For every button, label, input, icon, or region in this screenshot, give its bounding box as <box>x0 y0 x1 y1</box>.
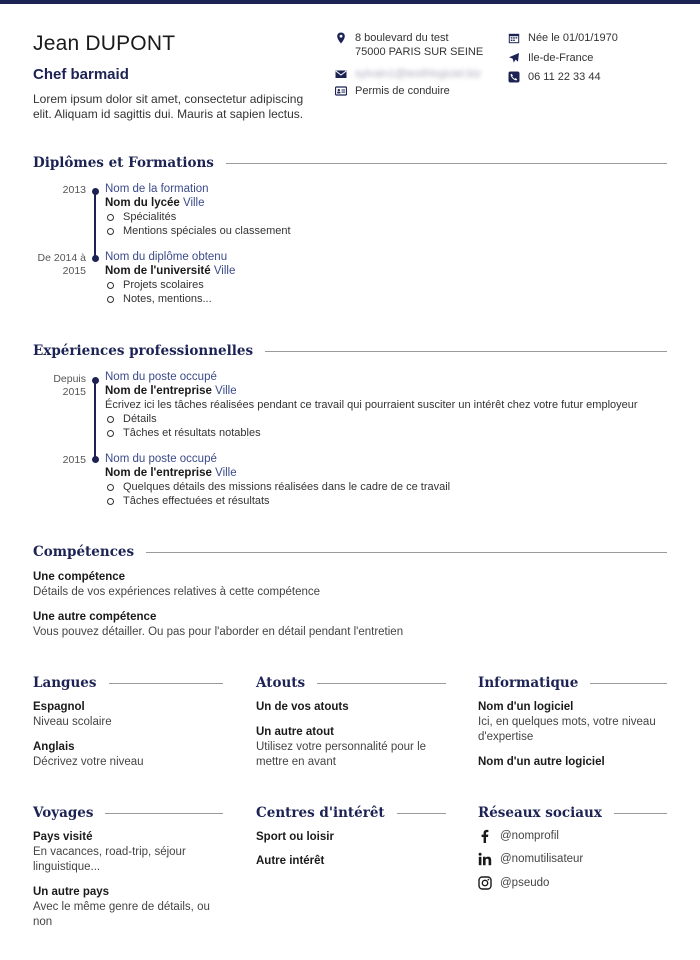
instagram-icon <box>478 876 492 890</box>
phone <box>508 70 678 84</box>
section-computing <box>478 675 667 691</box>
entry-bullets <box>105 480 675 508</box>
social-instagram[interactable] <box>478 876 549 890</box>
list-item: Mentions spéciales ou classement <box>105 224 675 238</box>
calendar-icon <box>508 32 520 44</box>
education-entry <box>105 182 675 238</box>
language-item: Espagnol Niveau scolaire <box>33 701 112 728</box>
section-social <box>478 805 667 821</box>
section-title: Compétences <box>33 544 135 560</box>
driving-license <box>335 84 495 98</box>
section-title: Langues <box>33 675 97 691</box>
list-item: Projets scolaires <box>105 278 675 292</box>
social-handle: @pseudo <box>500 877 550 889</box>
list-item: Tâches effectuées et résultats <box>105 494 675 508</box>
education-date: De 2014 à 2015 <box>37 252 86 277</box>
section-divider <box>105 813 223 814</box>
address-line-1: 8 boulevard du test <box>355 32 449 44</box>
timeline-dot <box>92 255 99 262</box>
section-divider <box>265 351 667 352</box>
list-item: Détails <box>105 412 675 426</box>
interest-item: Autre intérêt <box>256 855 325 867</box>
language-item: Anglais Décrivez votre niveau <box>33 741 144 768</box>
section-title: Diplômes et Formations <box>33 155 214 171</box>
section-divider <box>590 683 667 684</box>
asset-item: Un autre atout Utilisez votre personnalité pour le mettre en avant <box>256 726 427 768</box>
address <box>335 31 495 59</box>
region-text: Ile-de-France <box>528 52 594 64</box>
experience-entry <box>105 370 675 440</box>
linkedin-icon <box>478 852 492 866</box>
software-item: Nom d'un autre logiciel <box>478 756 605 768</box>
candidate-name: Jean DUPONT <box>33 32 176 55</box>
section-experience <box>33 343 667 359</box>
section-divider <box>397 813 446 814</box>
entry-title: Nom du diplôme obtenu <box>105 251 228 263</box>
entry-bullets <box>105 412 675 440</box>
section-divider <box>317 683 446 684</box>
phone-number[interactable]: 06 11 22 33 44 <box>528 71 601 83</box>
education-date: 2013 <box>62 184 86 196</box>
section-divider <box>614 813 667 814</box>
section-title: Informatique <box>478 675 579 691</box>
entry-organization: Nom de l'entreprise Ville <box>105 385 237 397</box>
section-divider <box>109 683 224 684</box>
social-handle: @nomutilisateur <box>500 853 584 865</box>
birth-date <box>508 31 678 45</box>
section-travel <box>33 805 223 821</box>
section-title: Voyages <box>33 805 94 821</box>
timeline-dot <box>92 456 99 463</box>
timeline-dot <box>92 188 99 195</box>
license-text: Permis de conduire <box>355 85 450 97</box>
phone-icon <box>508 71 520 83</box>
email <box>335 67 495 81</box>
entry-title: Nom de la formation <box>105 183 209 195</box>
entry-organization: Nom de l'université Ville <box>105 265 236 277</box>
list-item: Notes, mentions... <box>105 292 675 306</box>
section-title: Expériences professionnelles <box>33 343 254 359</box>
timeline-line <box>94 191 96 258</box>
facebook-icon <box>478 829 492 843</box>
section-divider <box>226 163 667 164</box>
social-handle: @nomprofil <box>500 830 559 842</box>
id-card-icon <box>335 85 347 97</box>
list-item: Spécialités <box>105 210 675 224</box>
entry-title: Nom du poste occupé <box>105 371 217 383</box>
entry-bullets <box>105 278 675 306</box>
section-title: Centres d'intérêt <box>256 805 385 821</box>
travel-item: Pays visité En vacances, road-trip, séjour linguistique... <box>33 831 186 873</box>
travel-item: Un autre pays Avec le même genre de détails, ou non <box>33 886 210 928</box>
interest-item: Sport ou loisir <box>256 831 334 843</box>
address-line-2: 75000 PARIS SUR SEINE <box>355 46 484 58</box>
email-address[interactable]: sylvain1@testfrlogiciel.biz <box>355 68 482 80</box>
birth-text: Née le 01/01/1970 <box>528 32 618 44</box>
section-divider <box>146 552 667 553</box>
intro-text: Lorem ipsum dolor sit amet, consectetur adipiscing elit. Aliquam id sagittis dui. Mauris at sapien lectus. <box>33 92 304 121</box>
entry-organization: Nom de l'entreprise Ville <box>105 467 237 479</box>
skill-item: Une compétence Détails de vos expériences relatives à cette compétence <box>33 571 321 598</box>
section-interests <box>256 805 446 821</box>
section-skills <box>33 544 667 560</box>
experience-date: 2015 <box>62 454 86 466</box>
entry-organization: Nom du lycée Ville <box>105 197 205 209</box>
experience-date: Depuis 2015 <box>53 373 86 398</box>
region <box>508 51 678 65</box>
social-facebook[interactable] <box>478 829 559 843</box>
job-title: Chef barmaid <box>33 66 129 83</box>
section-languages <box>33 675 223 691</box>
section-education <box>33 155 667 171</box>
entry-bullets <box>105 210 675 238</box>
section-title: Réseaux sociaux <box>478 805 602 821</box>
education-entry <box>105 250 675 306</box>
social-linkedin[interactable] <box>478 852 583 866</box>
asset-item: Un de vos atouts <box>256 701 349 713</box>
section-assets <box>256 675 446 691</box>
entry-title: Nom du poste occupé <box>105 453 217 465</box>
software-item: Nom d'un logiciel Ici, en quelques mots, votre niveau d'expertise <box>478 701 656 743</box>
experience-entry <box>105 452 675 508</box>
entry-description: Écrivez ici les tâches réalisées pendant ce travail qui pourraient susciter un intérêt chez votre futur employeur <box>105 399 638 411</box>
top-accent-bar <box>0 0 700 4</box>
list-item: Tâches et résultats notables <box>105 426 675 440</box>
list-item: Quelques détails des missions réalisées dans le cadre de ce travail <box>105 480 675 494</box>
envelope-icon <box>335 68 347 80</box>
section-title: Atouts <box>256 675 306 691</box>
timeline-line <box>94 380 96 460</box>
location-pin-icon <box>335 32 347 44</box>
skill-item: Une autre compétence Vous pouvez détailler. Ou pas pour l'aborder en détail pendant l'entretien <box>33 611 404 638</box>
plane-icon <box>508 52 520 64</box>
timeline-dot <box>92 377 99 384</box>
